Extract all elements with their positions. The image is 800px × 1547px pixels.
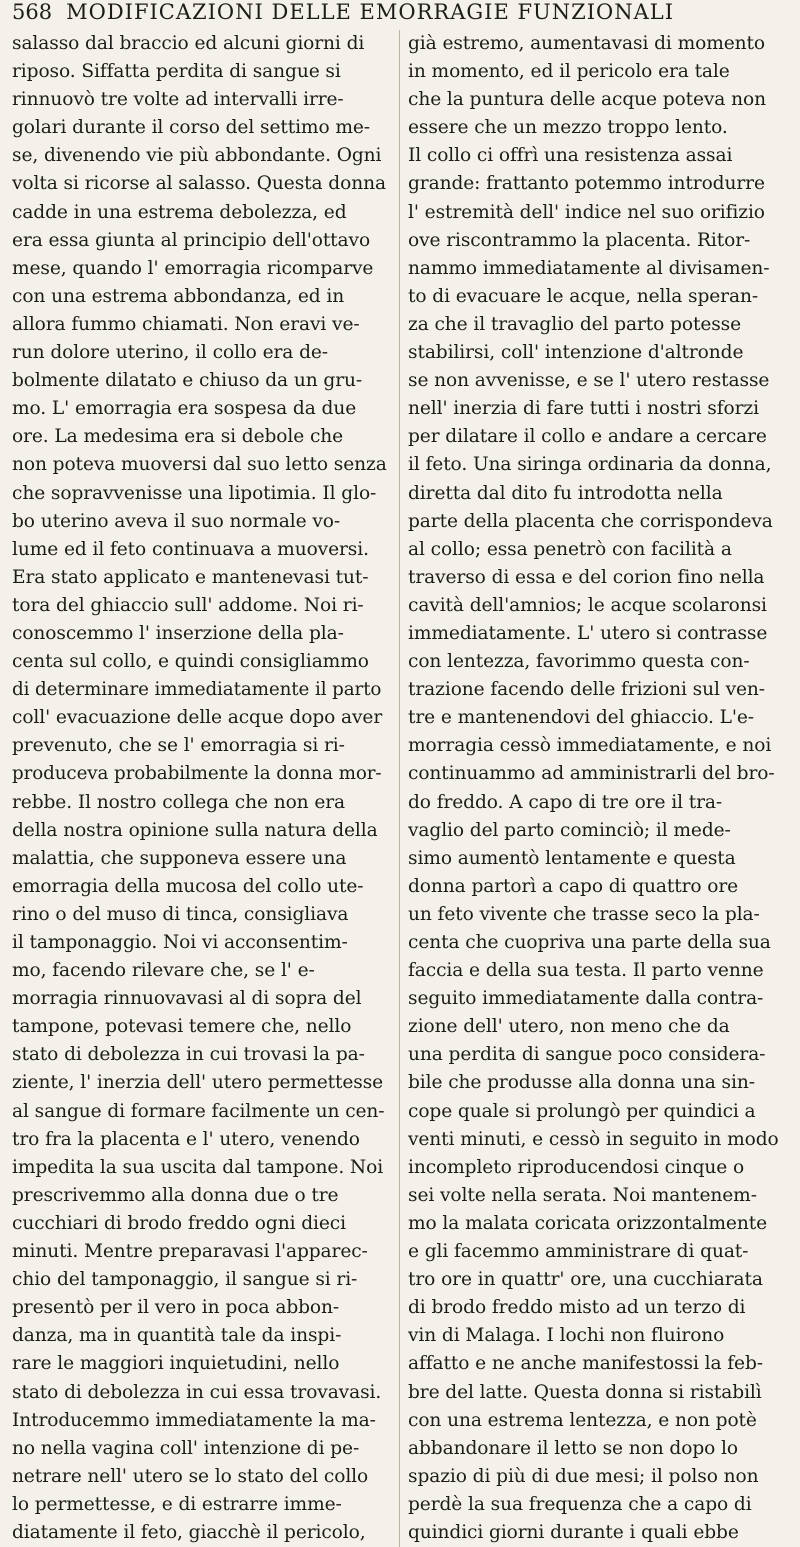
text-line: danza, ma in quantità tale da inspi- — [12, 1325, 342, 1347]
text-line: do freddo. A capo di tre ore il tra- — [408, 791, 723, 813]
text-columns — [12, 30, 786, 1547]
text-line: chio del tamponaggio, il sangue si ri- — [12, 1269, 358, 1291]
text-line: centa che cuopriva una parte della sua — [408, 932, 771, 953]
text-line: traverso di essa e del corion fino nella — [408, 566, 765, 588]
text-line: cavità dell'amnios; le acque scolaronsi — [408, 594, 767, 616]
text-line: nell' inerzia di fare tutti i nostri sforzi — [408, 398, 759, 420]
text-line: tampone, potevasi temere che, nello — [12, 1016, 352, 1038]
text-line: bile che produsse alla donna una sin- — [408, 1072, 755, 1094]
text-line: con lentezza, favorimmo questa con- — [408, 651, 750, 673]
text-line: centa sul collo, e quindi consigliammo — [12, 651, 369, 673]
text-line: morragia cessò immediatamente, e noi — [408, 735, 772, 757]
text-line: con una estrema lentezza, e non potè — [408, 1409, 757, 1431]
text-line: spazio di più di due mesi; il polso non — [408, 1465, 759, 1487]
text-line: rare le maggiori inquietudini, nello — [12, 1353, 340, 1375]
text-line: simo aumentò lentamente e questa — [408, 847, 736, 869]
text-line: della nostra opinione sulla natura della — [12, 819, 378, 841]
text-line: al collo; essa penetrò con facilità a — [408, 538, 732, 560]
text-line: trazione facendo delle frizioni sul ven- — [408, 679, 765, 701]
text-line: stato di debolezza in cui essa trovavasi. — [12, 1381, 382, 1403]
text-line: continuammo ad amministrarli del bro- — [408, 763, 775, 785]
text-line: malattia, che supponeva essere una — [12, 847, 347, 869]
text-line: il feto. Una siringa ordinaria da donna, — [408, 454, 772, 476]
text-line: conoscemmo l' inserzione della pla- — [12, 622, 344, 644]
text-line: ore. La medesima era si debole che — [12, 426, 344, 448]
text-line: to di evacuare le acque, nella speran- — [408, 285, 759, 307]
text-line: mese, quando l' emorragia ricomparve — [12, 257, 374, 279]
text-line: il tamponaggio. Noi vi acconsentim- — [12, 932, 348, 953]
text-line: e gli facemmo amministrare di quat- — [408, 1241, 749, 1263]
text-line: cucchiari di brodo freddo ogni dieci — [12, 1212, 346, 1234]
text-line: tora del ghiaccio sull' addome. Noi ri- — [12, 594, 364, 616]
text-line: parte della placenta che corrispondeva — [408, 510, 773, 532]
text-line: con una estrema abbondanza, ed in — [12, 285, 345, 307]
text-line: run dolore uterino, il collo era de- — [12, 342, 328, 364]
text-line: coll' evacuazione delle acque dopo aver — [12, 707, 383, 729]
text-line: vaglio del parto cominciò; il mede- — [408, 819, 731, 841]
text-line: per dilatare il collo e andare a cercare — [408, 426, 767, 448]
text-line: golari durante il corso del settimo me- — [12, 117, 370, 139]
page-header — [12, 0, 786, 30]
text-line: salasso dal braccio ed alcuni giorni di — [12, 33, 365, 54]
left-column — [12, 30, 387, 1547]
text-line: l' estremità dell' indice nel suo orifizio — [408, 201, 765, 223]
text-line: già estremo, aumentavasi di momento — [408, 33, 765, 54]
text-line: stabilirsi, coll' intenzione d'altronde — [408, 342, 744, 364]
text-line: al sangue di formare facilmente un cen- — [12, 1100, 385, 1122]
text-line: mo. L' emorragia era sospesa da due — [12, 398, 357, 420]
text-line: tro ore in quattr' ore, una cucchiarata — [408, 1269, 763, 1291]
text-line: abbandonare il letto se non dopo lo — [408, 1437, 738, 1459]
text-line: seguito immediatamente dalla contra- — [408, 988, 764, 1010]
text-line: tro fra la placenta e l' utero, venendo — [12, 1128, 360, 1150]
text-line: ove riscontrammo la placenta. Ritor- — [408, 229, 751, 251]
text-line: affatto e ne anche manifestossi la feb- — [408, 1353, 763, 1375]
text-line: lo permettesse, e di estrarre imme- — [12, 1493, 342, 1515]
text-line: diretta dal dito fu introdotta nella — [408, 482, 723, 504]
text-line: minuti. Mentre preparavasi l'apparec- — [12, 1241, 368, 1263]
text-line: cadde in una estrema debolezza, ed — [12, 201, 347, 223]
text-line: produceva probabilmente la donna mor- — [12, 763, 382, 785]
text-line: grande: frattanto potemmo introdurre — [408, 173, 765, 195]
text-line: rebbe. Il nostro collega che non era — [12, 791, 346, 813]
text-line: se non avvenisse, e se l' utero restasse — [408, 370, 770, 392]
right-column — [399, 30, 783, 1547]
text-line: una perdita di sangue poco considera- — [408, 1044, 766, 1066]
text-line: venti minuti, e cessò in seguito in modo — [408, 1128, 779, 1150]
text-line: non poteva muoversi dal suo letto senza — [12, 454, 387, 476]
text-line: in momento, ed il pericolo era tale — [408, 61, 730, 83]
text-line: incompleto riproducendosi cinque o — [408, 1156, 745, 1178]
text-line: emorragia della mucosa del collo ute- — [12, 875, 364, 897]
text-line: faccia e della sua testa. Il parto venne — [408, 960, 764, 982]
text-line: prevenuto, che se l' emorragia si ri- — [12, 735, 345, 757]
text-line: nammo immediatamente al divisamen- — [408, 257, 770, 279]
text-line: bo uterino aveva il suo normale vo- — [12, 510, 341, 532]
text-line: di brodo freddo misto ad un terzo di — [408, 1297, 746, 1319]
text-line: ziente, l' inerzia dell' utero permettesse — [12, 1072, 384, 1094]
text-line: cope quale si prolungò per quindici a — [408, 1100, 756, 1122]
text-line: vin di Malaga. I lochi non fluirono — [408, 1325, 725, 1347]
text-line: un feto vivente che trasse seco la pla- — [408, 903, 760, 925]
text-line: essere che un mezzo troppo lento. — [408, 117, 728, 139]
text-line: impedita la sua uscita dal tampone. Noi — [12, 1156, 384, 1178]
text-line: allora fummo chiamati. Non eravi ve- — [12, 313, 360, 335]
text-line: che la puntura delle acque poteva non — [408, 89, 766, 111]
text-line: presentò per il vero in poca abbon- — [12, 1297, 340, 1319]
text-line: mo la malata coricata orizzontalmente — [408, 1212, 767, 1234]
text-line: lume ed il feto continuava a muoversi. — [12, 538, 369, 560]
text-line: donna partorì a capo di quattro ore — [408, 875, 739, 897]
text-line: perdè la sua frequenza che a capo di — [408, 1493, 752, 1515]
text-line: zione dell' utero, non meno che da — [408, 1016, 730, 1038]
text-line: rinnuovò tre volte ad intervalli irre- — [12, 89, 344, 111]
page-number: 568 — [12, 0, 53, 24]
text-line: stato di debolezza in cui trovasi la pa- — [12, 1044, 365, 1066]
text-line: diatamente il feto, giacchè il pericolo, — [12, 1521, 366, 1543]
text-line: no nella vagina coll' intenzione di pe- — [12, 1437, 360, 1459]
text-line: riposo. Siffatta perdita di sangue si — [12, 61, 341, 83]
text-line: sei volte nella serata. Noi mantenem- — [408, 1184, 757, 1206]
text-line: netrare nell' utero se lo stato del collo — [12, 1465, 369, 1487]
text-line: Era stato applicato e mantenevasi tut- — [12, 566, 369, 588]
text-line: era essa giunta al principio dell'ottavo — [12, 229, 371, 251]
text-line: se, divenendo vie più abbondante. Ogni — [12, 145, 382, 167]
running-title: MODIFICAZIONI DELLE EMORRAGIE FUNZIONALI — [66, 0, 674, 24]
text-line: bre del latte. Questa donna si ristabilì — [408, 1381, 762, 1403]
text-line: immediatamente. L' utero si contrasse — [408, 622, 768, 644]
text-line: Introducemmo immediatamente la ma- — [12, 1409, 376, 1431]
text-line: za che il travaglio del parto potesse — [408, 313, 742, 335]
text-line: volta si ricorse al salasso. Questa donna — [12, 173, 386, 195]
text-line: mo, facendo rilevare che, se l' e- — [12, 960, 315, 982]
text-line: quindici giorni durante i quali ebbe — [408, 1521, 739, 1543]
text-line: Il collo ci offrì una resistenza assai — [408, 145, 733, 167]
text-line: rino o del muso di tinca, consigliava — [12, 903, 349, 925]
text-line: tre e mantenendovi del ghiaccio. L'e- — [408, 707, 754, 729]
text-line: bolmente dilatato e chiuso da un gru- — [12, 370, 363, 392]
text-line: di determinare immediatamente il parto — [12, 679, 382, 701]
text-line: prescrivemmo alla donna due o tre — [12, 1184, 339, 1206]
text-line: che sopravvenisse una lipotimia. Il glo- — [12, 482, 377, 504]
text-line: morragia rinnuovavasi al di sopra del — [12, 988, 362, 1010]
